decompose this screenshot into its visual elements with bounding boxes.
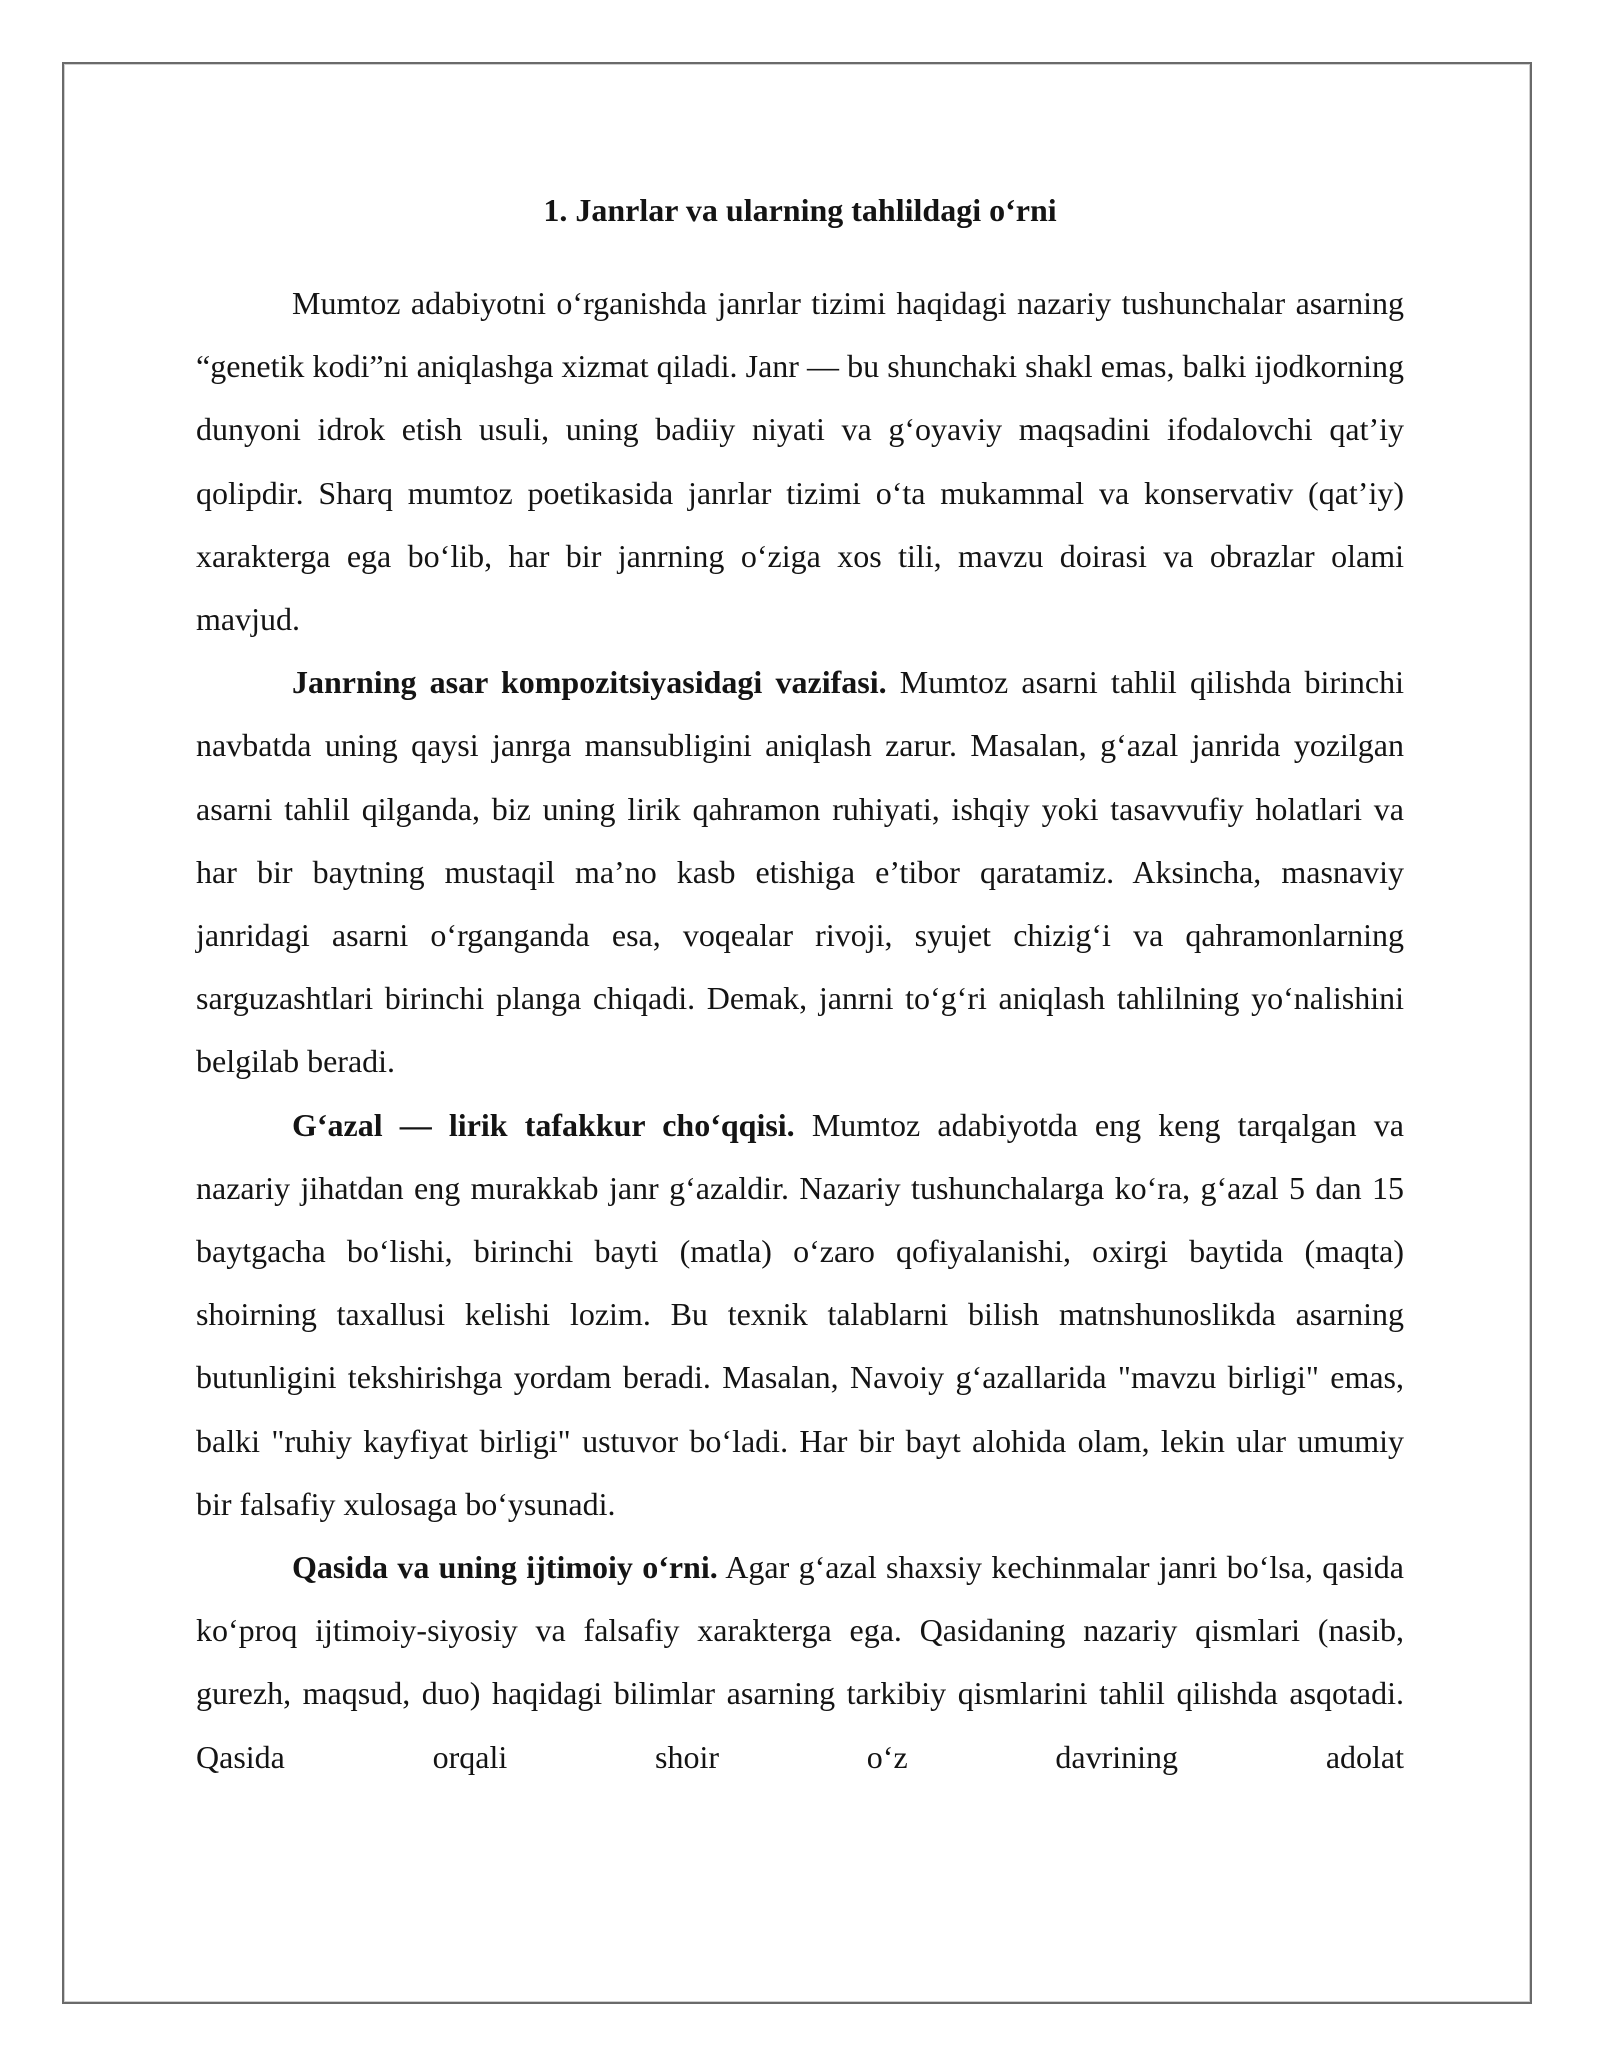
paragraph-heading: Janrning asar kompozitsiyasidagi vazifasi. <box>292 664 887 701</box>
paragraph-text: Agar g‘azal shaxsiy kechinmalar janri bo‘lsa, qasida ko‘proq ijtimoiy-siyosiy va falsafiy xarakterga ega. Qasidaning nazariy qismlari (nasib, gurezh, maqsud, duo) haqidagi bilimlar asarning tarkibiy qismlarini tahlil qilishda asqotadi. Qasida orqali shoir o‘z davrining adolat <box>196 1549 1405 1775</box>
paragraph-intro <box>196 272 1404 651</box>
paragraph-ghazal <box>196 1094 1404 1536</box>
paragraph-text: Mumtoz adabiyotda eng keng tarqalgan va nazariy jihatdan eng murakkab janr g‘azaldir. Nazariy tushunchalarga ko‘ra, g‘azal 5 dan 15 baytgacha bo‘lishi, birinchi bayti (matla) o‘zaro qofiyalanishi, oxirgi baytida (maqta) shoirning taxallusi kelishi lozim. Bu texnik talablarni bilish matnshunoslikda asarning butunligini tekshirishga yordam beradi. Masalan, Navoiy g‘azallarida "mavzu birligi" emas, balki "ruhiy kayfiyat birligi" ustuvor bo‘ladi. Har bir bayt alohida olam, lekin ular umumiy bir falsafiy xulosaga bo‘ysunadi. <box>196 1106 1405 1522</box>
document-title: 1. Janrlar va ularning tahlildagi o‘rni <box>543 192 1057 228</box>
document-body <box>196 186 1404 1789</box>
paragraph-qasida <box>196 1536 1404 1789</box>
paragraph-heading: G‘azal — lirik tafakkur cho‘qqisi. <box>292 1106 795 1143</box>
paragraph-text: Mumtoz asarni tahlil qilishda birinchi navbatda uning qaysi janrga mansubligini aniqlash zarur. Masalan, g‘azal janrida yozilgan asarni tahlil qilganda, biz uning lirik qahramon ruhiyati, ishqiy yoki tasavvufiy holatlari va har bir baytning mustaqil ma’no kasb etishiga e’tibor qaratamiz. Aksincha, masnaviy janridagi asarni o‘rganganda esa, voqealar rivoji, syujet chizig‘i va qahramonlarning sarguzashtlari birinchi planga chiqadi. Demak, janrni to‘g‘ri aniqlash tahlilning yo‘nalishini belgilab beradi. <box>196 664 1404 1080</box>
paragraph-genre-function <box>196 651 1404 1093</box>
paragraph-text: Mumtoz adabiyotni o‘rganishda janrlar tizimi haqidagi nazariy tushunchalar asarning “genetik kodi”ni aniqlashga xizmat qiladi. Janr — bu shunchaki shakl emas, balki ijodkorning dunyoni idrok etish usuli, uning badiiy niyati va g‘oyaviy maqsadini ifodalovchi qat’iy qolipdir. Sharq mumtoz poetikasida janrlar tizimi o‘ta mukammal va konservativ (qat’iy) xarakterga ega bo‘lib, har bir janrning o‘ziga xos tili, mavzu doirasi va obrazlar olami mavjud. <box>196 285 1404 638</box>
paragraph-heading: Qasida va uning ijtimoiy o‘rni. <box>292 1549 718 1586</box>
